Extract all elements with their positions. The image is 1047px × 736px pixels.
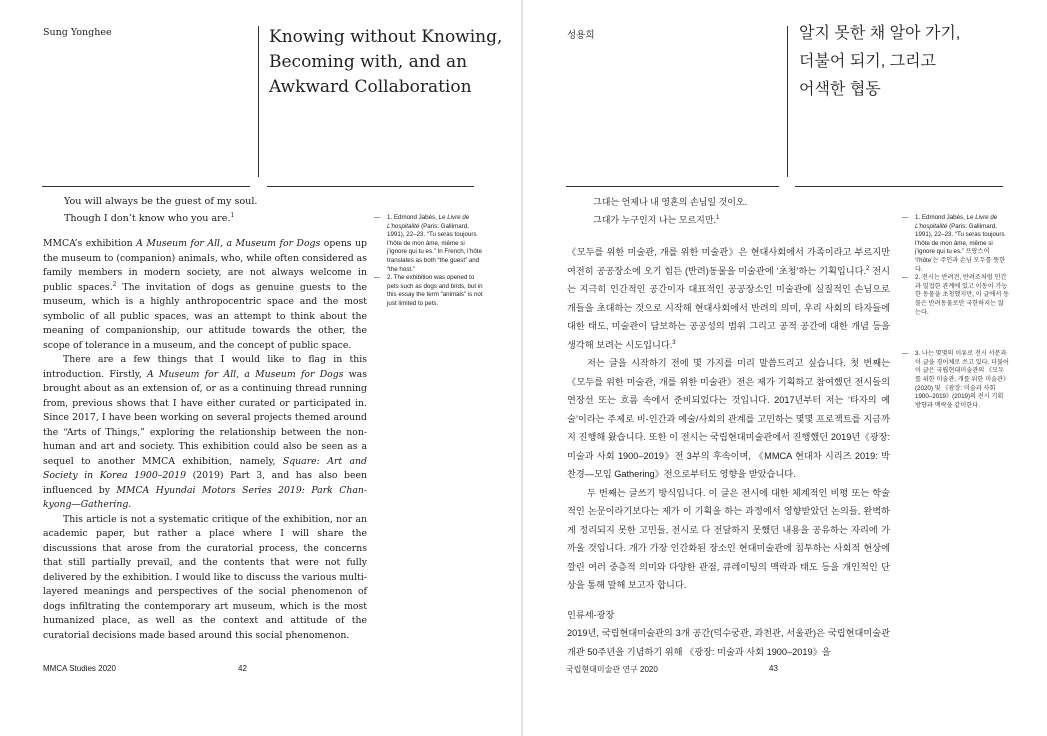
- body-text: [43, 237, 367, 643]
- footnote-dash: —: [902, 350, 909, 358]
- epigraph: [64, 193, 257, 227]
- top-rule: [42, 186, 250, 187]
- text-run: 2019년, 국립현대미술관의 3개 공간(덕수궁관, 과천관, 서울관)은 국립현대미술관 개관 50주년을 기념하기 위해 《광장: 미술과 사회 1900–2019》을: [567, 628, 890, 657]
- epigraph-line: You will always be the guest of my soul.: [64, 196, 258, 207]
- title-line: 알지 못한 채 알아 가기,: [799, 25, 961, 42]
- text-run: (Paris: Gallimard, 1991), 22–23. “Tu seras toujours l’hôte de mon âme, même si j’ignore qui tu es.” 프랑스어 ‘l’hôte’는 주인과 손님 모두를 뜻한다.: [915, 222, 1006, 273]
- footnotes: [374, 214, 486, 309]
- title-divider: [258, 26, 259, 177]
- article-title: [269, 25, 502, 100]
- top-rule: [566, 186, 779, 187]
- footer-journal: 국립현대미술관 연구 2020: [566, 665, 658, 674]
- italic-title: Le Livre de L’hospitalité: [915, 214, 998, 230]
- author-name: 성용희: [567, 30, 595, 41]
- footnote-ref: 2: [866, 265, 870, 272]
- italic-title: Square: Art and Society in Korea 1900–2019: [43, 455, 367, 481]
- text-run: 저는 글을 시작하기 전에 몇 가지를 미리 말씀드리고 싶습니다. 첫 번째는 《모두를 위한 미술관, 개를 위한 미술관》전은 제가 기획하고 참여했던 전시들의 연장선 또는 흐름 속에서 준비되었다는 것입니다. 2017년부터 저는 ‘타자의 예술’이라는 주제로 비-인간과 예술/사회의 관계를 고민하는 몇몇 프로젝트를 지금까지 진행해 왔습니다. 또한 이 전시는 국립현대미술관에서 진행했던 2019년《광장: 미술과 사회 1900–2019》전 3부의 후속이며, 《MMCA 현대차 시리즈 2019: 박찬경—모임 Gathering》전으로부터도 영향을 받았습니다.: [567, 358, 890, 479]
- text-run: 3. 나는 몇몇의 이유로 전시 서문과 이 글을 경어체로 쓰고 있다. 더불어 이 글은 국립현대미술관의 《모두를 위한 미술관, 개를 위한 미술관》(2020) 및 《광장: 미술과 사회 1900–2019》(2019)의 전시 기획 방향과 맥락을 같이한다.: [915, 350, 1009, 409]
- text-run: 전시는 지극히 인간적인 공간이자 대표적인 공공장소인 미술관에 실질적인 손님으로 개들을 초대하는 것으로 시작해 현대사회에서 반려의 의미, 우리 사회의 타자들에 대한 태도, 미술관이 담보하는 공공성의 범위 그리고 공적 공간에 대한 개념 등을 생각해 보려는 시도입니다.: [567, 265, 891, 350]
- footnote-ref: 3: [672, 339, 676, 346]
- italic-title: Le Livre de L’hospitalité: [387, 214, 470, 230]
- italic-title: A Museum for All, a Museum for Dogs: [146, 368, 344, 380]
- footnote-dash: —: [902, 274, 909, 282]
- section-heading: [567, 606, 890, 625]
- page-left-english: [0, 0, 521, 736]
- page-number: 43: [769, 664, 778, 673]
- footnote: [902, 274, 1009, 317]
- paragraph: [43, 237, 367, 353]
- footnote: [902, 350, 1009, 410]
- paragraph: [43, 513, 367, 644]
- footnote-ref: 1: [716, 215, 720, 221]
- article-title: [799, 20, 960, 104]
- top-rule: [795, 186, 1003, 187]
- footnote-ref: 1: [230, 211, 235, 219]
- title-line: 어색한 협동: [799, 81, 881, 98]
- epigraph-line: 그대가 누구인지 나는 모르지만.$^1$: [593, 215, 720, 225]
- paragraph: [567, 624, 890, 661]
- title-line: Awkward Collaboration: [269, 77, 472, 97]
- title-line: 더불어 되기, 그리고: [799, 53, 936, 70]
- text-run: .: [128, 499, 132, 510]
- text-run: 2. The exhibition was opened to pets such as dogs and birds, but in this essay the term “animals” is not just limited to pets.: [387, 274, 483, 307]
- text-run: 1. Edmond Jabès,: [915, 214, 967, 221]
- footnote-dash: —: [374, 214, 381, 221]
- page-right-korean: [523, 0, 1047, 736]
- footnote-dash: —: [374, 274, 381, 282]
- body-text: [567, 243, 890, 661]
- text-run: (2019) Part 3, and has also been influenced by: [43, 470, 367, 496]
- paragraph: [43, 353, 367, 513]
- footnote-dash: —: [902, 214, 909, 221]
- title-line: Becoming with, and an: [269, 52, 468, 72]
- text-run: 1. Edmond Jabès,: [387, 214, 439, 221]
- paragraph: [567, 484, 890, 595]
- page-number: 42: [238, 664, 247, 673]
- epigraph-line: 그대는 언제나 내 영혼의 손님일 것이오.: [593, 197, 748, 207]
- epigraph: [593, 193, 747, 229]
- text-run: This article is not a systematic critique of the exhibition, nor an academic paper, but rather a place where I will share the discussions that arose from the curatorial process, the concerns that still partially prevail, and the contents that were not fully delivered by the exhibition. I would like to discuss the various multi-layered meanings and perspectives of the social phenomenon of dogs infiltrating the contemporary art museum, which is the most humanized place, as well as the context and attitude of the curatorial decisions made based around this social phenomenon.: [43, 513, 367, 641]
- footnote-ref: 2: [112, 280, 117, 288]
- title-divider: [787, 26, 788, 177]
- author-name: Sung Yonghee: [43, 27, 112, 38]
- text-run: 인류세-광장: [567, 609, 615, 620]
- text-run: There are a few things that I would like to flag in this introduction. Firstly,: [43, 354, 367, 380]
- epigraph-line: Though I don’t know who you are.$^1$: [64, 211, 235, 224]
- text-run: opens up the museum to (companion) animals, who, while often considered as family members in modern society, are not always welcome in public spaces.: [43, 238, 367, 293]
- text-run: The invitation of dogs as genuine guests to the museum, which is a highly anthropocentric space and the most symbolic of all public spaces, was an attempt to think about the meaning of companionship, our attitude towards the other, the scope of tolerance in a museum, and the concept of public space.: [43, 281, 368, 351]
- footnote: [374, 214, 486, 274]
- footnote: [902, 214, 1009, 274]
- italic-title: A Museum for All, a Museum for Dogs: [136, 238, 321, 249]
- text-run: (Paris: Gallimard, 1991), 22–23. “Tu seras toujours l’hôte de mon âme, même si j’ignore qui tu es.” In French, l’hôte translates as both “the guest” and “the host.”: [387, 222, 482, 273]
- footer-journal: MMCA Studies 2020: [43, 664, 116, 673]
- text-run: 2. 전시는 반려견, 반려조처럼 인간과 밀접한 관계에 있고 이동이 가능한 동물을 초청했지만, 이 글에서 동물은 반려동물로만 국한하지는 않는다.: [915, 274, 1009, 316]
- text-run: 《모두를 위한 미술관, 개를 위한 미술관》은 현대사회에서 가족이라고 부르지만 여전히 공공장소에 오기 힘든 (반려)동물을 미술관에 ‘초청’하는 기획입니다.: [567, 247, 890, 276]
- top-rule: [267, 186, 474, 187]
- paragraph: [567, 243, 890, 354]
- title-line: Knowing without Knowing,: [269, 27, 503, 47]
- footnotes: [902, 214, 1009, 410]
- text-run: 두 번째는 글쓰기 방식입니다. 이 글은 전시에 대한 체계적인 비평 또는 학술적인 논문이라기보다는 제가 이 기획을 하는 과정에서 영향받았던 논의들, 완벽하게 정리되지 못한 고민들, 전시로 다 전달하지 못했던 내용을 공유하는 자리에 가까울 것입니다. 개가 가장 인간화된 장소인 현대미술관에 침투하는 사회적 현상에 깔린 여러 중층적 의미와 다양한 관점, 큐레이팅의 맥락과 태도 등을 개인적인 단상을 통해 말해 보고자 합니다.: [567, 487, 890, 590]
- text-run: MMCA’s exhibition: [43, 238, 137, 249]
- footnote: [374, 274, 486, 308]
- paragraph: [567, 354, 890, 484]
- italic-title: MMCA Hyundai Motors Series 2019: Park Chan-kyong—Gathering: [43, 484, 367, 510]
- text-run: was brought about as an extension of, or as a continuing thread running from, previous shows that I have either curated or participated in. Since 2017, I have been working on several projects themed around the “Arts of Things,” exploring the relationship between the non-human and art and society. This exhibition could also be seen as a sequel to another MMCA exhibition, namely,: [43, 368, 367, 467]
